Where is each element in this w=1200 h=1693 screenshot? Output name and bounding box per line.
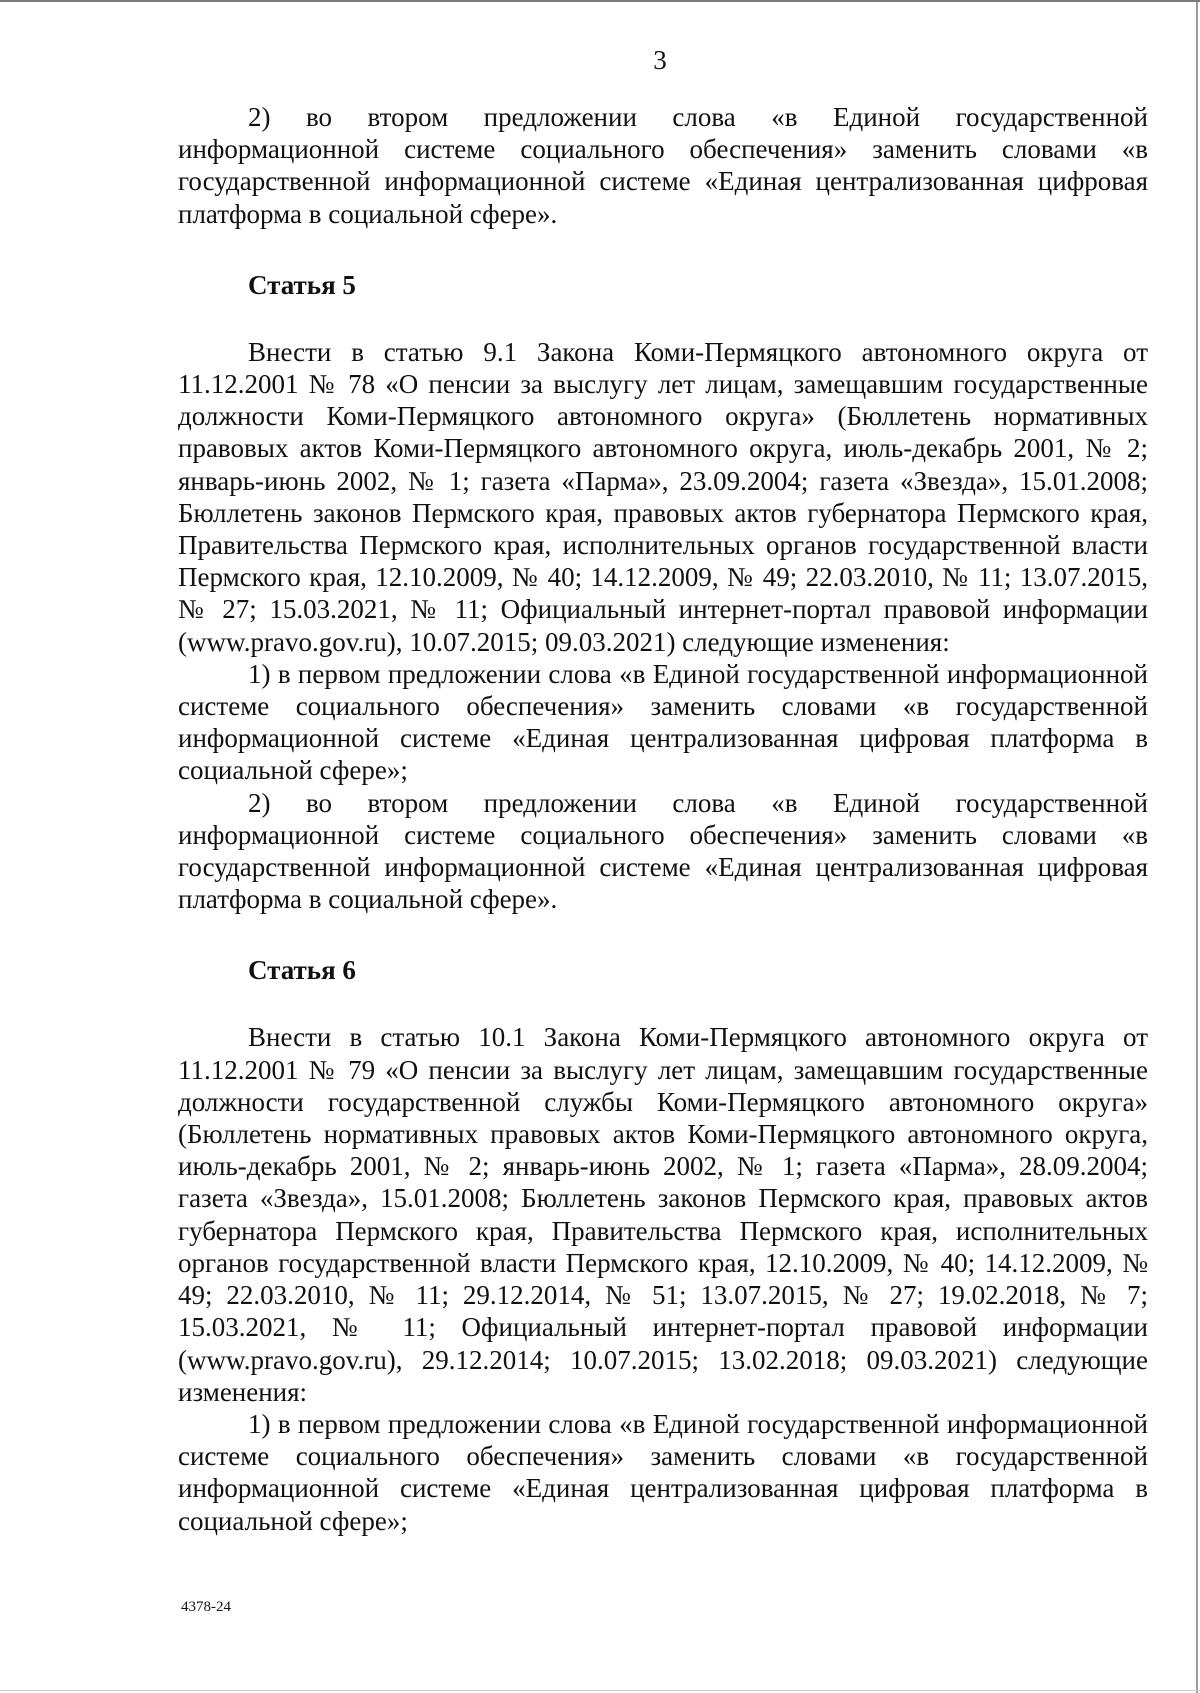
paragraph-art5-intro: Внести в статью 9.1 Закона Коми-Пермяцкого автономного округа от 11.12.2001 № 78 «О пенсии за выслугу лет лицам, замещавшим государственные должности Коми-Пермяцкого автономного округа» (Бюллетень нормативных правовых актов Коми-Пермяцкого автономного округа, июль-декабрь 2001, № 2; январь-июнь 2002, № 1; газета «Парма», 23.09.2004; газета «Звезда», 15.01.2008; Бюллетень законов Пермского края, правовых актов губернатора Пермского края, Правительства Пермского края, исполнительных органов государственной власти Пермского края, 12.10.2009, № 40; 14.12.2009, № 49; 22.03.2010, № 11; 13.07.2015, № 27; 15.03.2021, № 11; Официальный интернет-портал правовой информации (www.pravo.gov.ru), 10.07.2015; 09.03.2021) следующие изменения: [178,336,1148,657]
paragraph-art5-item2: 2) во втором предложении слова «в Единой государственной информационной системе социального обеспечения» заменить словами «в государственной информационной системе «Единая централизованная цифровая платформа в социальной сфере». [178,787,1148,915]
scan-edge [1196,2,1198,1693]
paragraph-art5-item1: 1) в первом предложении слова «в Единой государственной информационной системе социального обеспечения» заменить словами «в государственной информационной системе «Единая централизованная цифровая платформа в социальной сфере»; [178,658,1148,786]
paragraph-art6-intro: Внести в статью 10.1 Закона Коми-Пермяцкого автономного округа от 11.12.2001 № 79 «О пенсии за выслугу лет лицам, замещавшим государственные должности государственной службы Коми-Пермяцкого автономного округа» (Бюллетень нормативных правовых актов Коми-Пермяцкого автономного округа, июль-декабрь 2001, № 2; январь-июнь 2002, № 1; газета «Парма», 28.09.2004; газета «Звезда», 15.01.2008; Бюллетень законов Пермского края, правовых актов губернатора Пермского края, Правительства Пермского края, исполнительных органов государственной власти Пермского края, 12.10.2009, № 40; 14.12.2009, № 49; 22.03.2010, № 11; 29.12.2014, № 51; 13.07.2015, № 27; 19.02.2018, № 7; 15.03.2021, № 11; Официальный интернет-портал правовой информации (www.pravo.gov.ru), 29.12.2014; 10.07.2015; 13.02.2018; 09.03.2021) следующие изменения: [178,1022,1148,1407]
article-5-heading: Статья 5 [248,269,356,300]
page-number: 3 [653,45,667,75]
document-body [178,101,1148,1537]
paragraph-art4-item2: 2) во втором предложении слова «в Единой государственной информационной системе социального обеспечения» заменить словами «в государственной информационной системе «Единая централизованная цифровая платформа в социальной сфере». [178,102,1148,229]
article-6-heading: Статья 6 [248,955,356,986]
paragraph-art6-item1: 1) в первом предложении слова «в Единой государственной информационной системе социального обеспечения» заменить словами «в государственной информационной системе «Единая централизованная цифровая платформа в социальной сфере»; [178,1408,1148,1536]
document-code: 4378-24 [181,1599,231,1615]
